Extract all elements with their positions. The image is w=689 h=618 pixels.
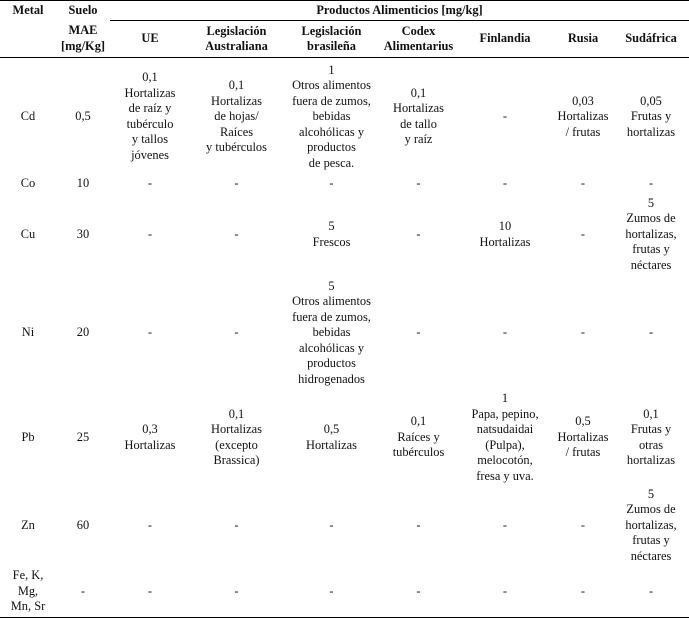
value-cell: 0,5 Hortalizas / frutas: [557, 414, 609, 460]
value-cell: 1 Otros alimentos fuera de zumos, bebidas alcohólicas y productos de pesca.: [292, 62, 371, 170]
value-cell: 0,1 Hortalizas (excepto Brassica): [211, 406, 262, 467]
value-cell: 0,1 Hortalizas de raíz y tubérculo y tallos jóvenes: [124, 70, 176, 162]
value-cell: -: [329, 517, 334, 532]
value-cell: -: [147, 176, 153, 191]
value-cell: -: [580, 517, 586, 532]
mae-cell: 25: [76, 429, 90, 444]
mae-cell: 10: [76, 176, 90, 191]
value-cell: -: [234, 176, 239, 191]
value-cell: 0,1 Hortalizas de hojas/ Raíces y tubérculos: [206, 78, 267, 154]
value-cell: 0,1 Frutas y otras hortalizas: [626, 406, 676, 467]
value-cell: -: [234, 325, 239, 340]
value-cell: 1 Papa, pepino, natsudaidai (Pulpa), melocotón, fresa y uva.: [471, 391, 539, 483]
value-cell: -: [147, 226, 153, 241]
value-cell: -: [110, 566, 190, 618]
value-cell: 0,05 Frutas y hortalizas: [626, 93, 676, 139]
ue-header: UE: [110, 21, 190, 58]
value-cell: -: [613, 566, 689, 618]
value-cell: -: [147, 325, 153, 340]
value-cell: -: [580, 325, 586, 340]
value-cell: -: [553, 566, 613, 618]
value-cell: -: [416, 325, 421, 340]
value-cell: -: [416, 226, 421, 241]
mae-cell: 30: [76, 226, 90, 241]
metal-cell: Cu: [20, 226, 36, 241]
metal-header: Metal: [0, 1, 56, 21]
subheader-row: [0, 21, 689, 58]
value-cell: 5 Zumos de hortalizas, frutas y néctares: [625, 486, 677, 563]
australiana-header: Legislación Australiana: [190, 21, 283, 58]
metal-cell: Co: [20, 176, 36, 191]
value-cell: -: [234, 517, 239, 532]
table-row: [0, 486, 689, 566]
value-cell: -: [190, 566, 283, 618]
table-row: [0, 176, 689, 193]
metal-cell: Fe, K, Mg, Mn, Sr: [0, 566, 56, 618]
mae-cell: 20: [76, 325, 90, 340]
value-cell: 0,1 Raíces y tubérculos: [392, 414, 445, 460]
rusia-header: Rusia: [553, 21, 613, 58]
brasilena-header: Legislación brasileña: [283, 21, 380, 58]
metal-cell: Ni: [21, 325, 35, 340]
value-cell: -: [416, 176, 421, 191]
value-cell: 10 Hortalizas: [479, 219, 531, 249]
mae-cell: 0,5: [75, 109, 91, 123]
value-cell: -: [502, 517, 508, 532]
metal-cell: Zn: [21, 517, 35, 532]
value-cell: -: [648, 176, 654, 191]
metal-subheader-empty: [0, 21, 56, 58]
value-cell: -: [329, 176, 334, 191]
productos-header: Productos Alimenticios [mg/kg]: [110, 1, 689, 21]
header-group-row: [0, 1, 689, 21]
metal-cell: Cd: [20, 109, 36, 123]
value-cell: -: [416, 517, 421, 532]
value-cell: -: [147, 517, 153, 532]
table-row: [0, 193, 689, 277]
mae-subheader: MAE [mg/Kg]: [56, 21, 110, 58]
value-cell: -: [234, 226, 239, 241]
value-cell: -: [502, 109, 508, 123]
table-row: [0, 58, 689, 176]
value-cell: 0,1 Hortalizas de tallo y raíz: [393, 85, 444, 147]
value-cell: 5 Zumos de hortalizas, frutas y néctares: [625, 195, 677, 272]
value-cell: -: [580, 176, 586, 191]
mae-cell: -: [56, 566, 110, 618]
value-cell: 5 Otros alimentos fuera de zumos, bebidas alcohólicas y productos hidrogenados: [292, 278, 371, 386]
table-row: [0, 390, 689, 486]
value-cell: -: [580, 226, 586, 241]
value-cell: -: [502, 325, 508, 340]
table-row: [0, 566, 689, 618]
table-row: [0, 277, 689, 390]
value-cell: -: [502, 176, 508, 191]
suelo-header: Suelo: [56, 1, 110, 21]
value-cell: 0,03 Hortalizas / frutas: [557, 93, 609, 139]
finlandia-header: Finlandia: [457, 21, 553, 58]
value-cell: -: [380, 566, 457, 618]
mae-cell: 60: [76, 517, 90, 532]
codex-header: Codex Alimentarius: [380, 21, 457, 58]
sudafrica-header: Sudáfrica: [613, 21, 689, 58]
value-cell: 0,3 Hortalizas: [124, 422, 176, 452]
value-cell: -: [457, 566, 553, 618]
value-cell: 0,5 Hortalizas: [306, 422, 357, 452]
value-cell: -: [283, 566, 380, 618]
value-cell: -: [648, 325, 654, 340]
metal-cell: Pb: [21, 429, 35, 444]
value-cell: 5 Frescos: [312, 219, 351, 249]
